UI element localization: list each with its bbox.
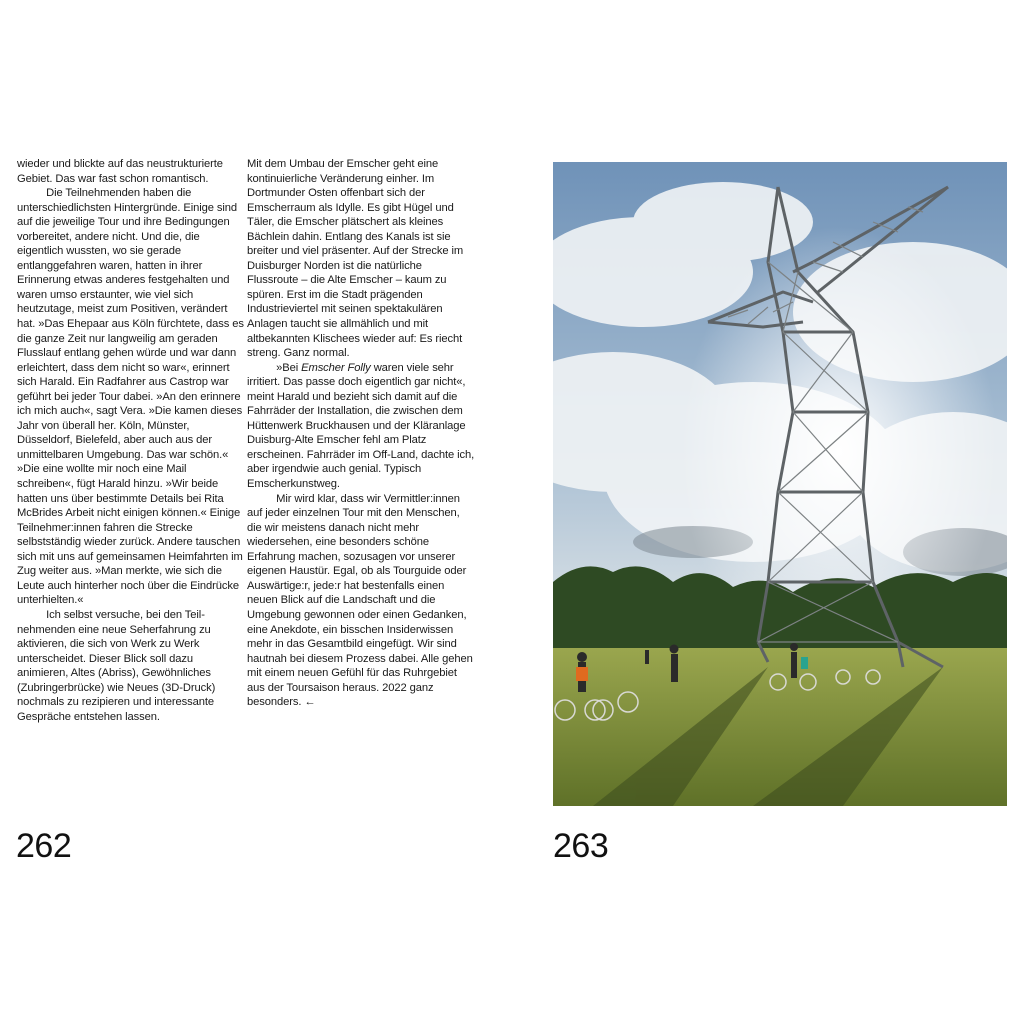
paragraph: wieder und blickte auf das neustrukturierte Gebiet. Das war fast schon romantisch. [17, 158, 223, 185]
paragraph-text: waren viele sehr irritiert. Das passe doch eigentlich gar nicht«, meint Harald und bezieht sich damit auf die Fahrräder der Installation, die zwischen dem Hüttenwerk Bruckhausen und der Kläranlage Duisburg-Alte Emscher fehl am Platz erscheinen. Fahrräder im Off-Land, dachte ich, aber irgendwie auch genial. Typisch Emscherkunstweg. [247, 361, 475, 491]
photo-pylon-sculpture [553, 162, 1007, 806]
page-number-left: 262 [16, 827, 72, 865]
paragraph-text: Mit dem Umbau der Emscher geht eine kontinuierliche Veränderung einher. Im Dortmunder Osten offenbart sich der Emscherraum als Idylle. Es gibt Hügel und Täler, die Emscher plätschert als kleines Bächlein dahin. Entlang des Kanals ist sie breiter und viel präsenter. Auf der Strecke im Duisburger Norden ist die natürliche Flussroute – die Alte Emscher – kaum zu spüren. Erst im die Stadt prägenden Industrieviertel mit seinen spektakulären Anlagen taucht sie allmählich und mit altbekannten Klischees wieder auf: Es riecht streng. Ganz normal. [247, 158, 464, 360]
paragraph: Ich selbst versuche, bei den Teilnehmenden eine neue Seherfahrung zu aktivieren, die sich von Werk zu Werk unterscheidet. Dieser Blick soll dazu animieren, Altes (Abriss), Gewöhnliches (Zubringerbrücke) wie Neues (3D-Druck) nochmals zu rezipieren und interessante Gespräche entstehen lassen. [17, 608, 216, 723]
text-column-right [247, 157, 475, 710]
paragraph [247, 157, 475, 361]
paragraph [247, 492, 475, 710]
paragraph: Die Teilnehmenden haben die unterschiedlichsten Hintergründe. Einige sind auf die jeweilige Tour und ihre Bedingungen vorbereitet, andere nicht. Und die, die eigentlich wussten, wo sie gerade entlanggefahren waren, hatten in ihrer Erinnerung etwas anderes festgehalten und waren umso erstaunter, wie viel sich heutzutage, meist zum Positiven, verändert hat. »Das Ehepaar aus Köln fürchtete, dass es die ganze Zeit nur langweilig am geraden Flusslauf entlang gehen würde und war dann erleichtert, dass dem nicht so war«, erinnert sich Harald. Ein Radfahrer aus Castrop war geführt bei jeder Tour dabei. »An den erinnere ich mich auch«, sagt Vera. »Die kamen dieses Jahr von überall her. Köln, Münster, Düsseldorf, Bielefeld, aber auch aus der unmittelbaren Umgebung. Das war schön.« »Die eine wollte mir noch eine Mail schreiben«, fügt Harald hinzu. »Wir beide hatten uns über bestimmte Details bei Rita McBrides Arbeit nicht einigen können.« Einige Teilnehmer:innen fahren die Strecke selbstständig wieder zurück. Andere tauschen sich mit uns auf gemeinsamen Heimfahrten im Zug weiter aus. »Man merkte, wie sich die Leute auch hinterher noch über die Eindrücke unterhielten.« [17, 187, 244, 607]
page-number-right: 263 [553, 827, 609, 865]
artwork-title: Emscher Folly [301, 361, 371, 374]
paragraph-text: »Bei [276, 361, 302, 374]
end-mark-arrow-icon: ← [304, 696, 316, 709]
paragraph [247, 361, 475, 492]
text-column-left [17, 157, 245, 724]
paragraph-text: Mir wird klar, dass wir Vermittler:innen auf jeder einzelnen Tour mit den Menschen, die wir meistens danach nicht mehr wiedersehen, eine besonders schöne Erfahrung machen, sozusagen vor unserer eigenen Haustür. Egal, ob als Tourguide oder Auswärtige:r, jede:r hat bestenfalls einen neuen Blick auf die Landschaft und die Umgebung gewonnen oder einen Gedanken, eine Anekdote, ein bisschen Insiderwissen mehr in das Gesamtbild eingefügt. Wir sind hautnah bei diesem Prozess dabei. Alle gehen mit einem neuen Gefühl für das Ruhrgebiet aus der Toursaison heraus. 2022 ganz besonders. [247, 492, 473, 709]
